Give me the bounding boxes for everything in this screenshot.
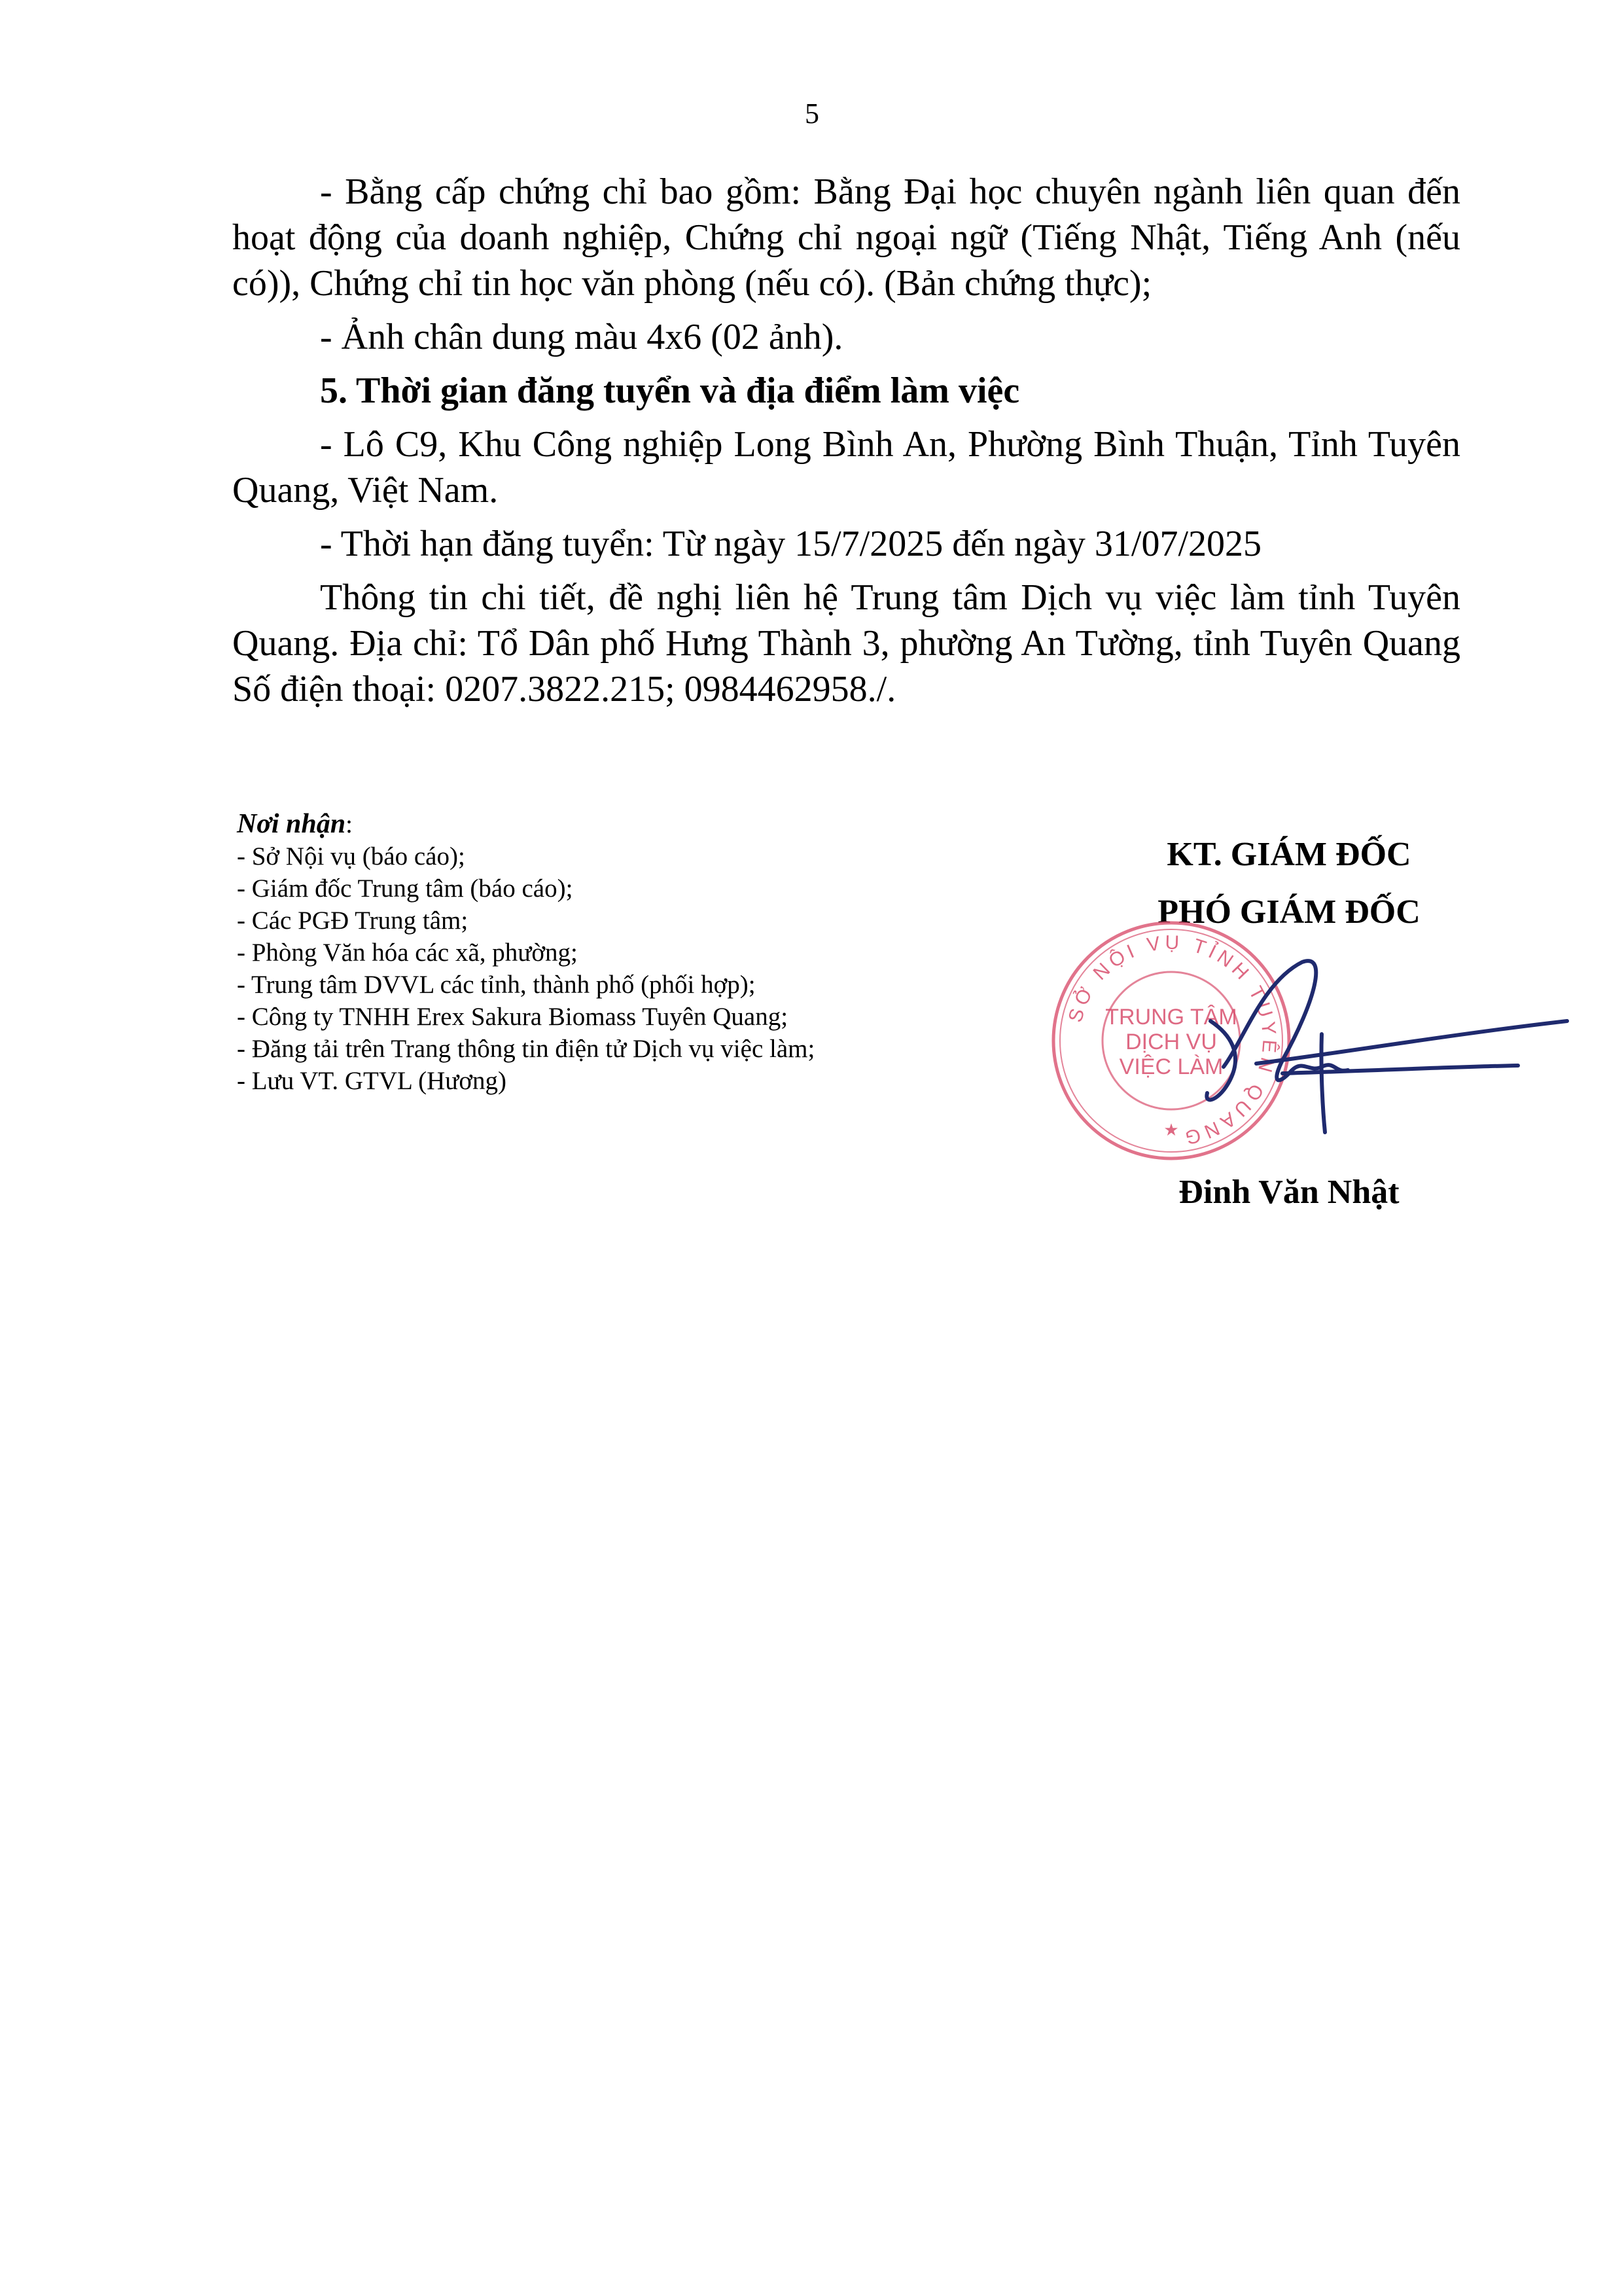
document-body (232, 169, 1460, 720)
recipient-item: - Công ty TNHH Erex Sakura Biomass Tuyên Quang; (237, 1003, 788, 1031)
recipients-list (237, 808, 970, 1097)
signer-name: Đinh Văn Nhật (1178, 1174, 1400, 1211)
stamp-star-icon: ★ (1163, 1121, 1179, 1140)
recipient-item: - Các PGĐ Trung tâm; (237, 906, 468, 935)
section-heading-time-location: 5. Thời gian đăng tuyển và địa điểm làm việc (320, 370, 1020, 411)
recipients-title: Nơi nhận (237, 809, 346, 839)
recipient-item: - Lưu VT. GTVL (Hương) (237, 1067, 507, 1095)
paragraph-qualifications: - Bằng cấp chứng chỉ bao gồm: Bằng Đại học chuyên ngành liên quan đến hoạt động của doanh nghiệp, Chứng chỉ ngoại ngữ (Tiếng Nhật, Tiếng Anh (nếu có)), Chứng chỉ tin học văn phòng (nếu có). (Bản chứng thực); (232, 171, 1460, 304)
stamp-ring-text: SỞ NỘI VỤ TỈNH TUYÊN QUANG (1064, 931, 1280, 1149)
recipient-item: - Giám đốc Trung tâm (báo cáo); (237, 874, 573, 903)
recipient-item: - Trung tâm DVVL các tỉnh, thành phố (phối hợp); (237, 971, 756, 999)
stamp-center-line1: TRUNG TÂM (1105, 1005, 1237, 1030)
recipients-title-line (237, 808, 970, 840)
recipient-item: - Đăng tải trên Trang thông tin điện tử Dịch vụ việc làm; (237, 1035, 815, 1063)
signature-title-line1: KT. GIÁM ĐỐC (1167, 836, 1411, 873)
handwritten-signature (1204, 942, 1570, 1139)
paragraph-deadline: - Thời hạn đăng tuyển: Từ ngày 15/7/2025 đến ngày 31/07/2025 (320, 524, 1262, 564)
paragraph-address: - Lô C9, Khu Công nghiệp Long Bình An, Phường Bình Thuận, Tỉnh Tuyên Quang, Việt Nam. (232, 424, 1460, 511)
paragraph-photo: - Ảnh chân dung màu 4x6 (02 ảnh). (320, 317, 843, 357)
stamp-center-line2: DỊCH VỤ (1125, 1030, 1217, 1054)
recipient-item: - Phòng Văn hóa các xã, phường; (237, 939, 578, 967)
signature-title-line2: PHÓ GIÁM ĐỐC (1157, 893, 1421, 931)
stamp-center-line3: VIỆC LÀM (1119, 1054, 1224, 1079)
recipient-item: - Sở Nội vụ (báo cáo); (237, 842, 465, 870)
paragraph-contact-info: Thông tin chi tiết, đề nghị liên hệ Trung tâm Dịch vụ việc làm tỉnh Tuyên Quang. Địa chỉ: Tổ Dân phố Hưng Thành 3, phường An Tường, tỉnh Tuyên Quang Số điện thoại: 0207.3822.215; 0984462958./. (232, 577, 1460, 709)
recipients-title-colon: : (345, 810, 353, 838)
page-number: 5 (805, 98, 819, 130)
